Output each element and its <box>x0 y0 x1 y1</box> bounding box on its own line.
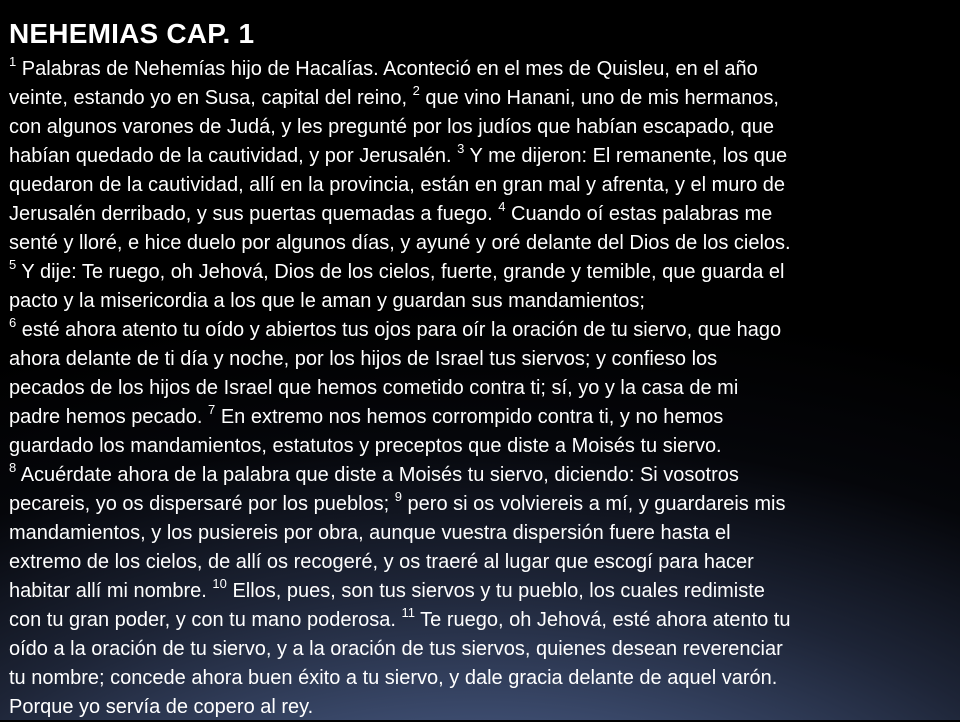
text-line <box>9 693 955 722</box>
verse-text: habitar allí mi nombre. <box>9 580 213 602</box>
text-line <box>9 287 955 316</box>
text-line <box>9 258 955 287</box>
verse-text: extremo de los cielos, de allí os recogeré, y os traeré al lugar que escogí para hacer <box>9 551 754 573</box>
verse-number: 8 <box>9 460 17 476</box>
verse-number: 3 <box>457 141 465 157</box>
verse-number: 2 <box>412 83 420 99</box>
text-line <box>9 84 955 113</box>
text-line <box>9 200 955 229</box>
verse-text: Jerusalén derribado, y sus puertas quemadas a fuego. <box>9 203 499 225</box>
verse-text: que vino Hanani, uno de mis hermanos, <box>419 87 779 109</box>
verse-text: pacto y la misericordia a los que le aman y guardan sus mandamientos; <box>9 290 645 312</box>
text-line <box>9 519 955 548</box>
text-line <box>9 490 955 519</box>
text-line <box>9 635 955 664</box>
verse-text: Te ruego, oh Jehová, esté ahora atento tu <box>414 609 791 631</box>
text-line <box>9 403 955 432</box>
text-line <box>9 548 955 577</box>
verse-number: 11 <box>401 605 415 621</box>
verse-text: pero si os volviereis a mí, y guardareis mis <box>402 493 786 515</box>
verse-number: 7 <box>208 402 216 418</box>
verse-text: senté y lloré, e hice duelo por algunos días, y ayuné y oré delante del Dios de los cielos. <box>9 232 791 254</box>
verse-text: Y dije: Te ruego, oh Jehová, Dios de los cielos, fuerte, grande y temible, que guarda el <box>16 261 785 283</box>
text-line <box>9 374 955 403</box>
verse-text: oído a la oración de tu siervo, y a la oración de tus siervos, quienes desean reverenciar <box>9 638 783 660</box>
verse-text: con algunos varones de Judá, y les pregunté por los judíos que habían escapado, que <box>9 116 774 138</box>
verse-text: pecareis, yo os dispersaré por los pueblos; <box>9 493 395 515</box>
text-line <box>9 55 955 84</box>
verse-text: Cuando oí estas palabras me <box>505 203 773 225</box>
verse-text: habían quedado de la cautividad, y por Jerusalén. <box>9 145 458 167</box>
text-line <box>9 345 955 374</box>
verse-text: mandamientos, y los pusiereis por obra, aunque vuestra dispersión fuere hasta el <box>9 522 731 544</box>
verse-text: En extremo nos hemos corrompido contra ti, y no hemos <box>215 406 724 428</box>
verse-text: veinte, estando yo en Susa, capital del reino, <box>9 87 413 109</box>
scripture-text <box>9 55 955 722</box>
verse-text: Ellos, pues, son tus siervos y tu pueblo, los cuales redimiste <box>226 580 765 602</box>
verse-text: esté ahora atento tu oído y abiertos tus ojos para oír la oración de tu siervo, que hago <box>16 319 782 341</box>
verse-number: 4 <box>498 199 506 215</box>
verse-text: con tu gran poder, y con tu mano poderosa. <box>9 609 402 631</box>
verse-text: padre hemos pecado. <box>9 406 209 428</box>
text-line <box>9 577 955 606</box>
verse-text: tu nombre; concede ahora buen éxito a tu siervo, y dale gracia delante de aquel varón. <box>9 667 778 689</box>
verse-number: 9 <box>394 489 402 505</box>
text-line <box>9 142 955 171</box>
text-line <box>9 606 955 635</box>
verse-text: guardado los mandamientos, estatutos y preceptos que diste a Moisés tu siervo. <box>9 435 722 457</box>
text-line <box>9 229 955 258</box>
text-line <box>9 171 955 200</box>
text-line <box>9 461 955 490</box>
chapter-title: NEHEMIAS CAP. 1 <box>9 18 255 49</box>
verse-text: ahora delante de ti día y noche, por los hijos de Israel tus siervos; y confieso los <box>9 348 718 370</box>
verse-number: 6 <box>9 315 17 331</box>
verse-text: Acuérdate ahora de la palabra que diste a Moisés tu siervo, diciendo: Si vosotros <box>16 464 739 486</box>
verse-text: Y me dijeron: El remanente, los que <box>464 145 788 167</box>
verse-number: 10 <box>212 576 227 592</box>
verse-text: Palabras de Nehemías hijo de Hacalías. Aconteció en el mes de Quisleu, en el año <box>16 58 758 80</box>
text-line <box>9 432 955 461</box>
verse-text: pecados de los hijos de Israel que hemos cometido contra ti; sí, yo y la casa de mi <box>9 377 739 399</box>
text-line <box>9 316 955 345</box>
verse-number: 1 <box>9 54 17 70</box>
verse-text: quedaron de la cautividad, allí en la provincia, están en gran mal y afrenta, y el muro de <box>9 174 786 196</box>
verse-number: 5 <box>9 257 17 273</box>
text-line <box>9 664 955 693</box>
text-line <box>9 113 955 142</box>
verse-text: Porque yo servía de copero al rey. <box>9 696 314 718</box>
